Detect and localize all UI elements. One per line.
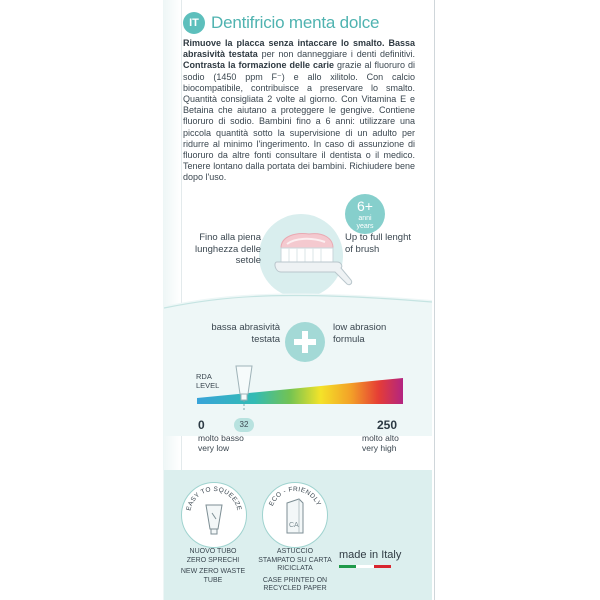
rda-max-en: very high bbox=[362, 443, 397, 453]
squeeze-caption-en: NEW ZERO WASTE TUBE bbox=[180, 568, 246, 584]
rda-max-label bbox=[362, 433, 399, 453]
rda-marker-value: 32 bbox=[234, 418, 254, 432]
box-letters: CA bbox=[289, 522, 299, 529]
age-badge bbox=[345, 194, 385, 234]
rda-min-it: molto basso bbox=[198, 433, 244, 443]
eco-friendly-badge bbox=[262, 482, 328, 548]
desc-bold-2: Contrasta la formazione delle carie bbox=[183, 60, 334, 71]
desc-bold-1: Rimuove la placca senza intaccare lo smalto. Bassa abrasività testata bbox=[183, 38, 415, 60]
eco-caption-it: ASTUCCIO STAMPATO SU CARTA RICICLATA bbox=[258, 548, 332, 572]
brush-text-it: Fino alla piena lunghezza delle setole bbox=[194, 232, 261, 266]
rda-label-2: LEVEL bbox=[196, 381, 220, 390]
recycled-box-icon bbox=[287, 499, 303, 533]
abrasion-text-en: low abrasion formula bbox=[333, 322, 387, 345]
rda-tube-marker-icon bbox=[233, 364, 255, 410]
desc-text-1: per non danneggiare i denti definitivi. bbox=[257, 49, 415, 60]
rda-min-label bbox=[198, 433, 244, 453]
rda-max-value: 250 bbox=[377, 418, 398, 432]
squeeze-arc-label: EASY TO SQUEEZE bbox=[185, 485, 243, 512]
italy-flag-icon bbox=[339, 565, 391, 568]
rda-label-1: RDA bbox=[196, 372, 212, 381]
eco-caption-en: CASE PRINTED ON RECYCLED PAPER bbox=[262, 576, 328, 592]
eco-caption bbox=[258, 548, 332, 594]
rda-min-en: very low bbox=[198, 443, 230, 453]
rda-max-it: molto alto bbox=[362, 433, 399, 443]
squeeze-tube-icon bbox=[206, 505, 222, 534]
plus-icon bbox=[285, 322, 325, 362]
brush-text-en: Up to full lenght of brush bbox=[345, 232, 412, 255]
eco-arc-label: ECO - FRIENDLY bbox=[268, 485, 322, 508]
made-in-italy-label: made in Italy bbox=[339, 549, 402, 561]
squeeze-caption-it: NUOVO TUBO ZERO SPRECHI bbox=[186, 548, 240, 564]
product-title: Dentifricio menta dolce bbox=[211, 13, 380, 32]
rda-min-value: 0 bbox=[198, 418, 205, 432]
eco-friendly-badge-graphic bbox=[263, 483, 327, 547]
rda-scale-bar bbox=[197, 376, 403, 404]
squeeze-caption bbox=[180, 548, 246, 585]
squeeze-badge-graphic bbox=[182, 483, 246, 547]
age-unit-en: years bbox=[356, 223, 374, 230]
age-unit-it: anni bbox=[358, 215, 372, 222]
product-description bbox=[183, 38, 415, 184]
header bbox=[183, 7, 428, 39]
language-badge: IT bbox=[183, 12, 205, 34]
abrasion-text-it: bassa abrasività testata bbox=[211, 322, 280, 345]
desc-text-2: grazie al fluoruro di sodio (1450 ppm F⁻) e allo xilitolo. Con calcio biocompatibile, contribuisce a preservare lo smalto. Quantità consigliata 2 volte al giorno. Con Vitamina E e Betaina che aiutano a proteggere le gengive. Contiene fluoruro di sodio. Bambini fino a 6 anni: utilizzare una piccola quantità sotto la supervisione di un adulto per ridurre al minimo l'ingerimento. In caso di assunzione di fluoruro da altre fonti consultare il dentista o il medico. Tenere lontano dalla portata dei bambini. Richiudere bene dopo l'uso. bbox=[183, 60, 415, 183]
age-number: 6+ bbox=[357, 198, 373, 214]
squeeze-badge bbox=[181, 482, 247, 548]
